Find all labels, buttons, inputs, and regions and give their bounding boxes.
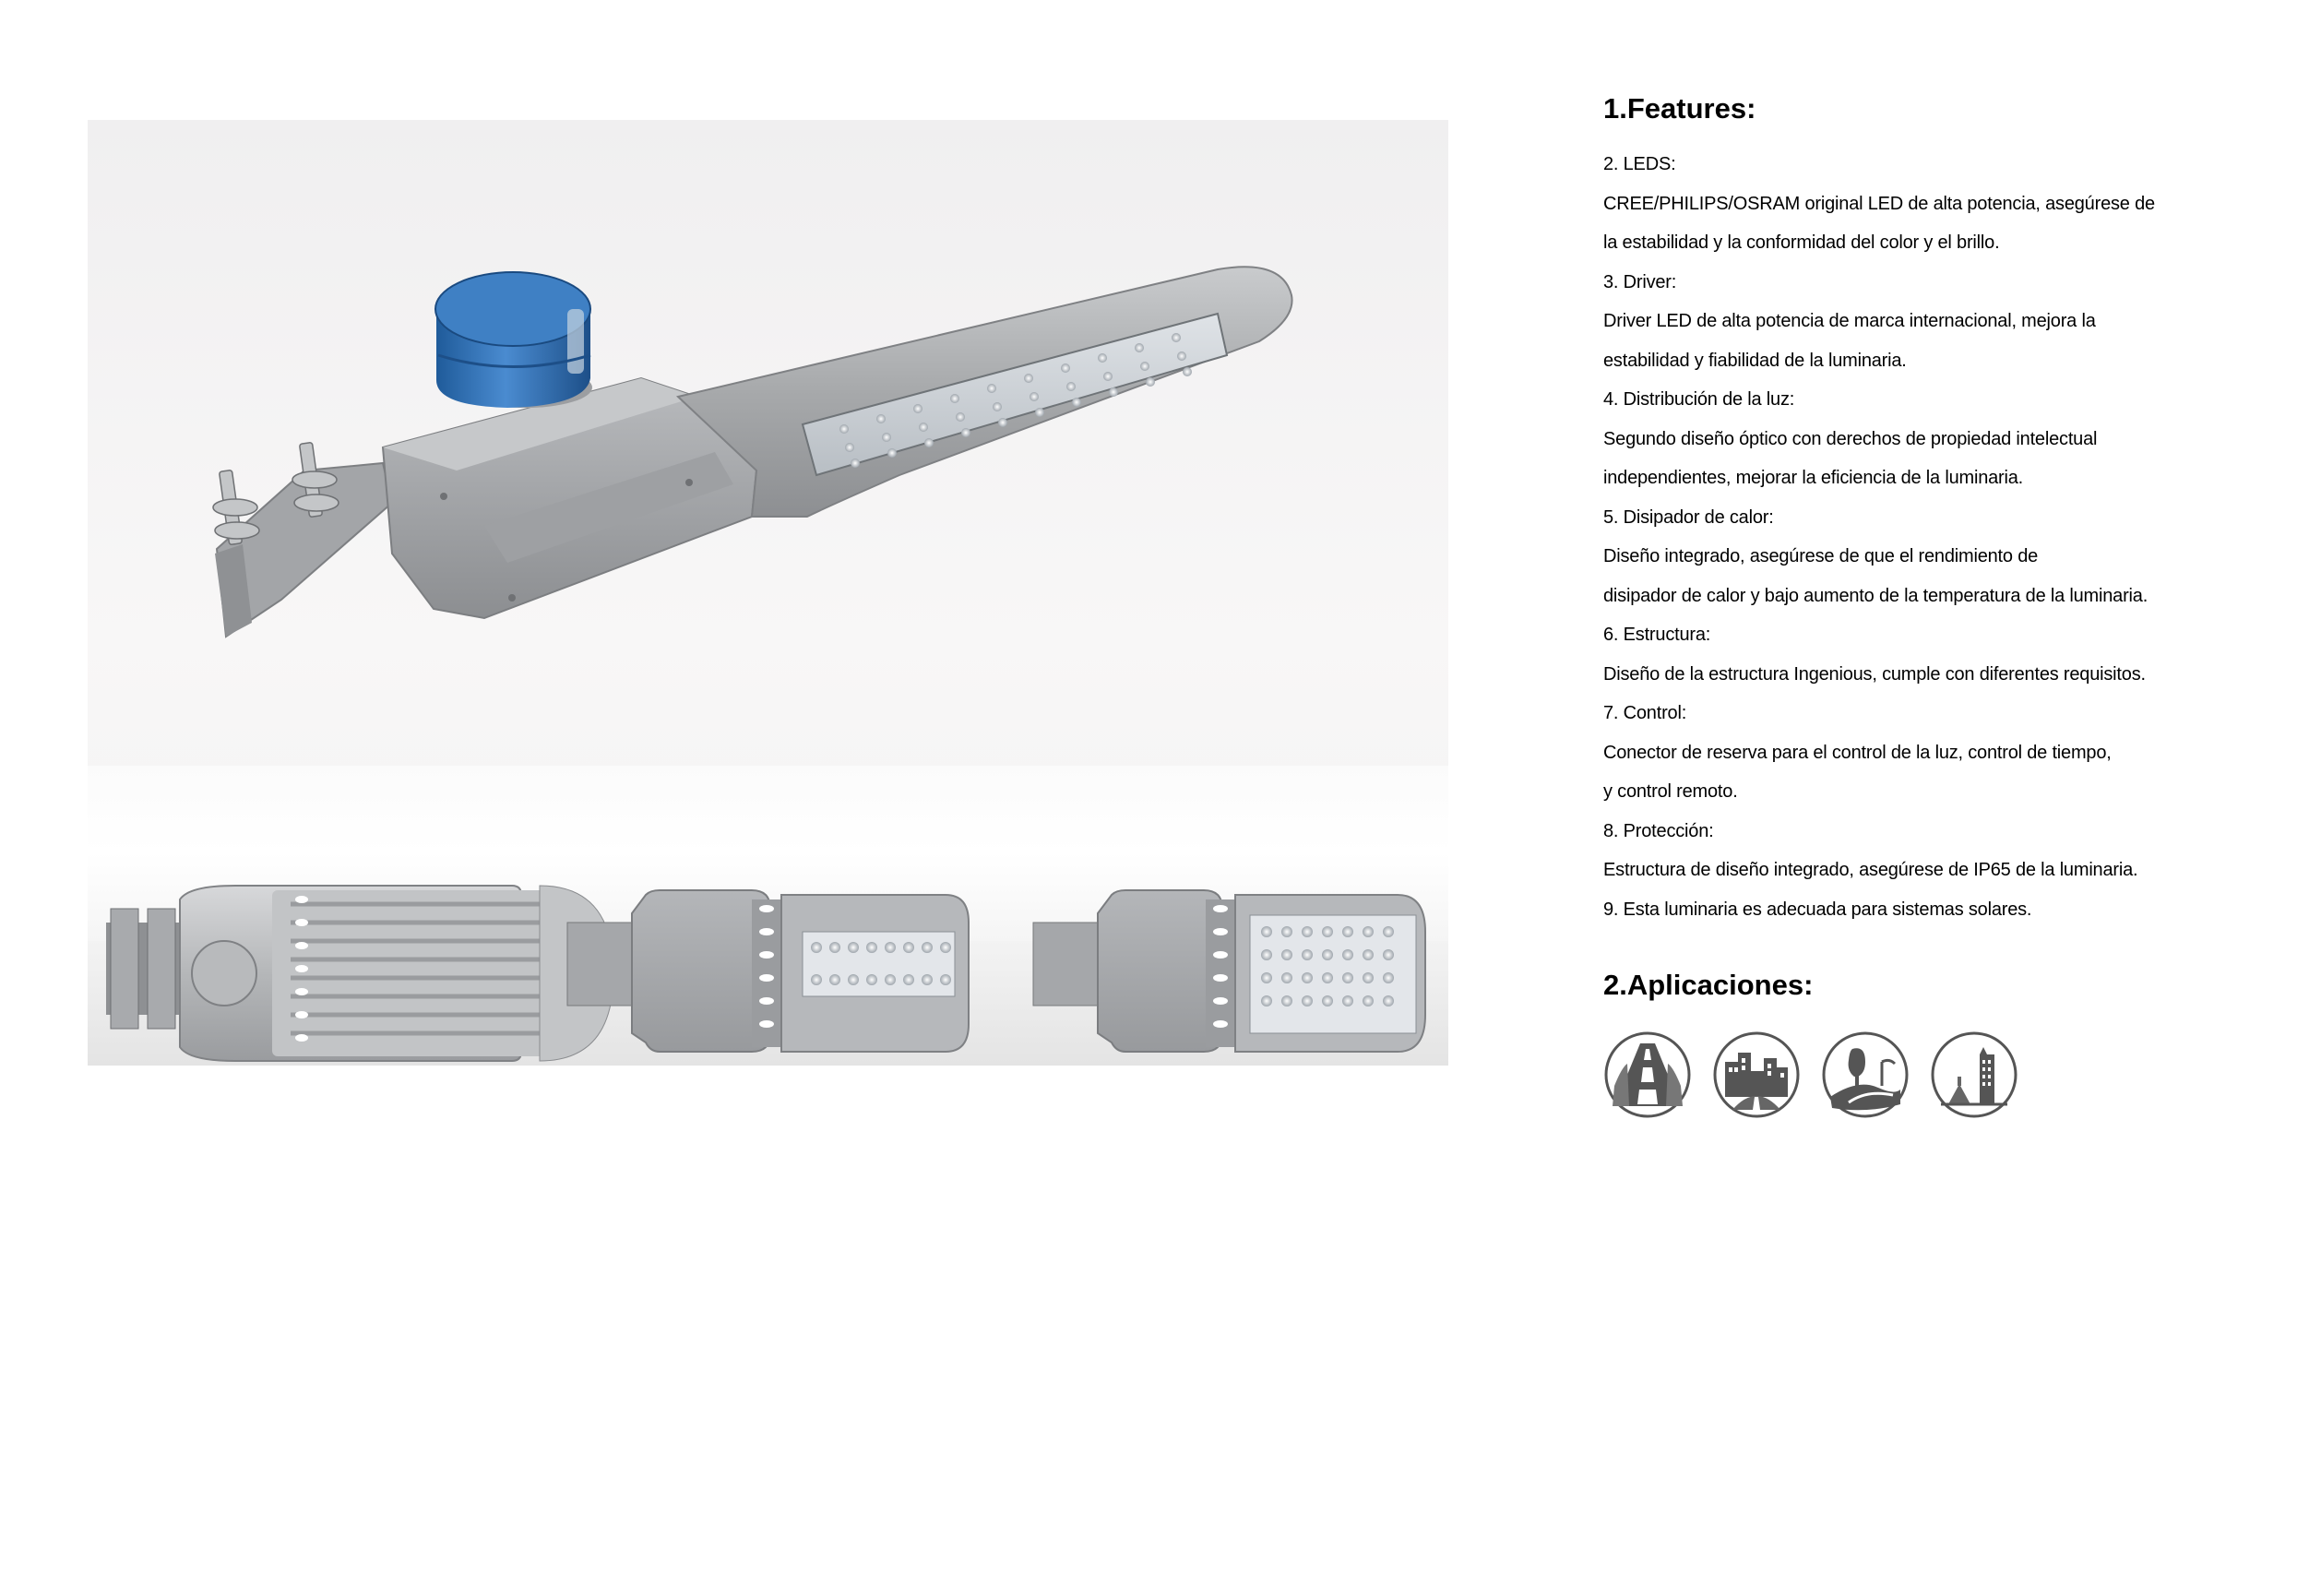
features-heading: 1.Features: [1603, 92, 1756, 125]
features-line: Conector de reserva para el control de la luz, control de tiempo, [1603, 742, 2112, 763]
features-line: disipador de calor y bajo aumento de la temperatura de la luminaria. [1603, 585, 2148, 606]
features-line: Estructura de diseño integrado, asegúrese de IP65 de la luminaria. [1603, 860, 2138, 880]
applications-icons [1603, 1030, 2037, 1123]
features-line: 8. Protección: [1603, 820, 1714, 841]
features-line: 7. Control: [1603, 703, 1687, 723]
features-line: estabilidad y fiabilidad de la luminaria. [1603, 350, 1907, 371]
features-line: Driver LED de alta potencia de marca internacional, mejora la [1603, 311, 2096, 331]
features-line: Segundo diseño óptico con derechos de propiedad intelectual [1603, 428, 2098, 449]
product-photo-panel [88, 120, 1448, 1066]
features-line: la estabilidad y la conformidad del color y el brillo. [1603, 232, 2000, 253]
features-line: 6. Estructura: [1603, 625, 1711, 645]
features-line: 9. Esta luminaria es adecuada para sistemas solares. [1603, 899, 2032, 920]
urban-building-icon [1930, 1030, 2018, 1119]
photocell-sensor [435, 272, 592, 408]
applications-heading: 2.Aplicaciones: [1603, 969, 1814, 1001]
features-line: 4. Distribución de la luz: [1603, 389, 1795, 410]
road-icon [1603, 1030, 1692, 1119]
features-list [1603, 145, 2155, 929]
features-line: Diseño de la estructura Ingenious, cumple con diferentes requisitos. [1603, 663, 2146, 685]
street-light-bottom-view-1 [567, 890, 969, 1052]
features-line: CREE/PHILIPS/OSRAM original LED de alta potencia, asegúrese de [1603, 193, 2155, 214]
product-photos [88, 120, 1448, 1066]
main-street-light-image [213, 267, 1292, 637]
features-line: 2. LEDS: [1603, 154, 1676, 174]
features-line: 3. Driver: [1603, 271, 1677, 292]
street-light-bottom-view-2 [1033, 890, 1425, 1052]
features-line: 5. Disipador de calor: [1603, 506, 1774, 528]
features-line: y control remoto. [1603, 781, 1738, 802]
street-light-top-view-1 [106, 886, 613, 1061]
features-line: Diseño integrado, asegúrese de que el rendimiento de [1603, 546, 2039, 566]
features-line: independientes, mejorar la eficiencia de la luminaria. [1603, 468, 2024, 488]
park-path-icon [1821, 1030, 1910, 1119]
city-street-icon [1712, 1030, 1801, 1119]
